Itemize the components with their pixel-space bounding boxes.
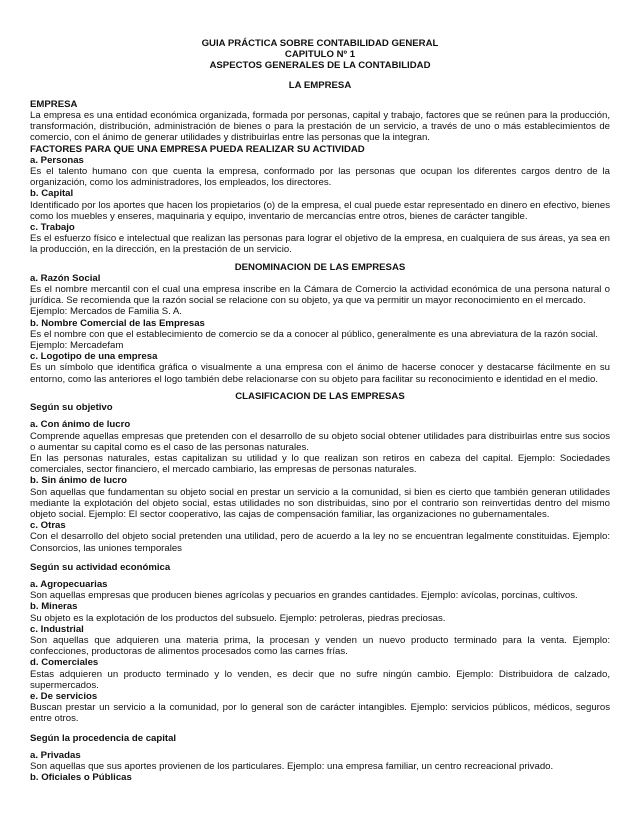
actividad-c-text: Son aquellas que adquieren una materia prima, la procesan y venden un nuevo producto terminado para la venta. Ejemplo: confecciones, productoras de alimentos procesados como las carnes frías. xyxy=(30,634,610,658)
factor-a-title: a. Personas xyxy=(30,154,84,166)
denom-c-text: Es un símbolo que identifica gráfica o visualmente a una empresa con el ánimo de hacerse conocer y destacarse fácilmente en su entorno, como las anteriores el logo también debe relacionarse con su objeto para facilitar su reconocimiento e identidad en el medio. xyxy=(30,362,610,385)
denom-a-title: a. Razón Social xyxy=(30,272,101,284)
factor-b-text: Identificado por los aportes que hacen los propietarios (o) de la empresa, el cual puede estar representado en dinero en efectivo, bienes como los muebles y enseres, maquinaria y equipo, inventario de mercancías entre otros, bienes de carácter tangible. xyxy=(30,199,610,222)
factores-heading: FACTORES PARA QUE UNA EMPRESA PUEDA REALIZAR SU ACTIVIDAD xyxy=(30,143,365,155)
capital-heading: Según la procedencia de capital xyxy=(30,732,177,744)
actividad-b-title: b. Mineras xyxy=(30,601,78,613)
factor-c-text: Es el esfuerzo físico e intelectual que realizan las personas para lograr el objetivo de la empresa, en cualquiera de sus áreas, ya sea en la producción, en la dirección, en la prestación de un servicio. xyxy=(30,233,610,256)
objetivo-a-text2: En las personas naturales, estas capitalizan su utilidad y lo que realizan son retiros en cabeza del capital. Ejemplo: Sociedades comerciales, sector financiero, el mercado cambiario, las empresas de personas naturales. xyxy=(30,452,610,476)
actividad-e-title: e. De servicios xyxy=(30,690,98,702)
denom-b-example: Ejemplo: Mercadefam xyxy=(30,340,124,352)
denominacion-heading: DENOMINACION DE LAS EMPRESAS xyxy=(234,261,406,273)
actividad-a-title: a. Agropecuarias xyxy=(30,578,108,590)
factor-c-title: c. Trabajo xyxy=(30,222,75,234)
denom-a-example: Ejemplo: Mercados de Familia S. A. xyxy=(30,306,182,318)
objetivo-b-title: b. Sin ánimo de lucro xyxy=(30,475,128,487)
capital-b-title: b. Oficiales o Públicas xyxy=(30,772,132,784)
objetivo-a-text: Comprende aquellas empresas que pretenden con el desarrollo de su objeto social obtener utilidades para distribuirlas entre sus socios o aumentar su capital como es el caso de las personas naturales. xyxy=(30,430,610,453)
objetivo-a-title: a. Con ánimo de lucro xyxy=(30,419,131,431)
document-page xyxy=(30,38,610,783)
actividad-e-text: Buscan prestar un servicio a la comunidad, por lo general son de carácter intangibles. Ejemplo: servicios públicos, médicos, seguros entre otros. xyxy=(30,702,610,725)
section-title: LA EMPRESA xyxy=(288,79,352,91)
factor-a-text: Es el talento humano con que cuenta la empresa, conformado por las personas que ocupan los diferentes cargos dentro de la organización, como los administradores, los empleados, los directores. xyxy=(30,166,610,189)
actividad-c-title: c. Industrial xyxy=(30,623,84,635)
actividad-a-text: Son aquellas empresas que producen bienes agrícolas y pecuarios en grandes cantidades. Ejemplo: avícolas, porcinas, cultivos. xyxy=(30,590,578,602)
empresa-heading: EMPRESA xyxy=(30,98,78,110)
chapter-number: CAPITULO Nº 1 xyxy=(284,49,356,61)
clasificacion-heading: CLASIFICACION DE LAS EMPRESAS xyxy=(235,390,405,402)
actividad-d-title: d. Comerciales xyxy=(30,657,99,669)
objetivo-heading: Según su objetivo xyxy=(30,402,113,414)
denom-c-title: c. Logotipo de una empresa xyxy=(30,351,158,363)
actividad-b-text: Su objeto es la explotación de los productos del subsuelo. Ejemplo: petroleras, piedras preciosas. xyxy=(30,612,446,624)
objetivo-c-title: c. Otras xyxy=(30,520,66,532)
empresa-paragraph: La empresa es una entidad económica organizada, formada por personas, capital y trabajo, factores que se reúnen para la producción, transformación, distribución, administración de bienes o para la prestación de un servicio, a través de uno o más establecimientos de comercio, con el ánimo de generar utilidades y distribuirlas entre las personas que la integran. xyxy=(30,110,610,144)
denom-a-text: Es el nombre mercantil con el cual una empresa inscribe en la Cámara de Comercio la actividad económica de una persona natural o jurídica. Se recomienda que la razón social se relacione con su objeto, ya que va permitir un mayor reconocimiento en el mercado. xyxy=(30,284,610,307)
document-header xyxy=(30,38,610,72)
chapter-title: ASPECTOS GENERALES DE LA CONTABILIDAD xyxy=(209,60,431,72)
denom-b-title: b. Nombre Comercial de las Empresas xyxy=(30,317,205,329)
capital-a-title: a. Privadas xyxy=(30,749,81,761)
capital-a-text: Son aquellas que sus aportes provienen de los particulares. Ejemplo: una empresa familiar, un centro recreacional privado. xyxy=(30,760,554,772)
objetivo-b-text: Son aquellas que fundamentan su objeto social en prestar un servicio a la comunidad, si bien es cierto que también generan utilidades mediante la explotación del objeto social, estas utilidades no son distribuidas, sino por el contrario son reinvertidas dentro del mismo objeto social. Ejemplo: El sector cooperativo, las cajas de compensación familiar, las organizaciones no gubernamentales. xyxy=(30,486,610,520)
objetivo-c-text: Con el desarrollo del objeto social pretenden una utilidad, pero de acuerdo a la ley no se encuentran legalmente constituidas. Ejemplo: Consorcios, las uniones temporales xyxy=(30,531,610,554)
actividad-heading: Según su actividad económica xyxy=(30,561,171,573)
denom-b-text: Es el nombre con que el establecimiento de comercio se da a conocer al público, generalmente es una abreviatura de la razón social. xyxy=(30,328,598,340)
guide-title: GUIA PRÁCTICA SOBRE CONTABILIDAD GENERAL xyxy=(201,38,439,49)
factor-b-title: b. Capital xyxy=(30,188,74,200)
actividad-d-text: Estas adquieren un producto terminado y lo venden, es decir que no sufre ningún cambio. Ejemplo: Distribuidora de calzado, supermercados. xyxy=(30,668,610,691)
